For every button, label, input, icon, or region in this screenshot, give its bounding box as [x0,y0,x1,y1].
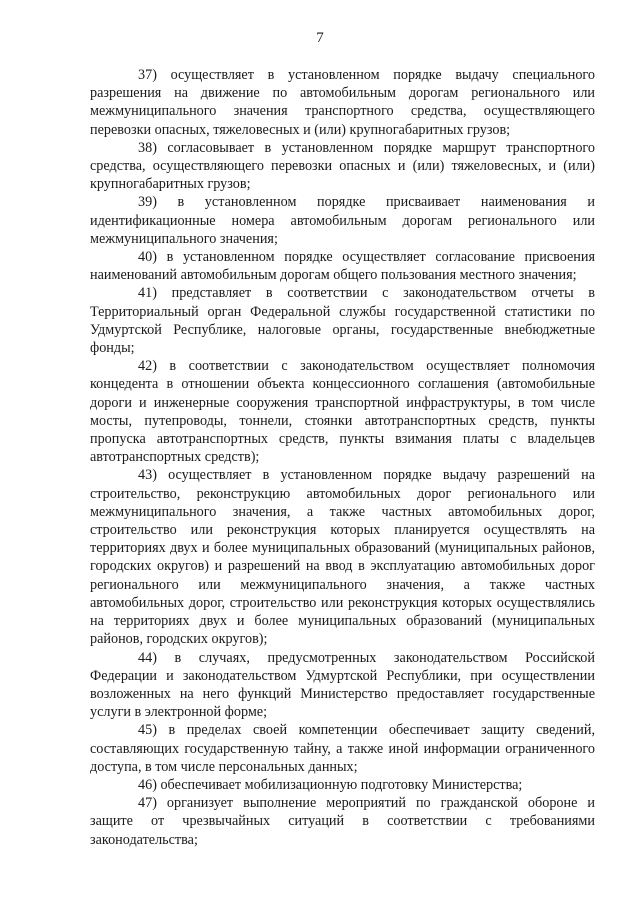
clause-42: 42) в соответствии с законодательством осуществляет полномочия концедента в отношении объекта концессионного соглашения (автомобильные дороги и инженерные сооружения транспортной инфраструктуры, в том числе мосты, путепроводы, тоннели, стоянки автотранспортных средств, пункты пропуска автотранспортных средств, пункты взимания платы с владельцев автотранспортных средств); [90,358,595,466]
clause-44: 44) в случаях, предусмотренных законодательством Российской Федерации и законодательством Удмуртской Республики, при осуществлении возложенных на него функций Министерство предоставляет государственные услуги в электронной форме; [90,649,595,721]
clause-45: 45) в пределах своей компетенции обеспечивает защиту сведений, составляющих государственную тайну, а также иной информации ограниченного доступа, в том числе персональных данных; [90,722,595,775]
clause-38: 38) согласовывает в установленном порядке маршрут транспортного средства, осуществляющего перевозки опасных и (или) тяжеловесных, и (или) крупногабаритных грузов; [90,139,595,193]
page-body [90,66,595,849]
clause-37: 37) осуществляет в установленном порядке выдачу специального разрешения на движение по автомобильным дорогам регионального или межмуниципального значения транспортного средства, осуществляющего перевозки опасных, тяжеловесных и (или) крупногабаритных грузов; [90,67,595,138]
clause-41: 41) представляет в соответствии с законодательством отчеты в Территориальный орган Федеральной службы государственной статистики по Удмуртской Республике, налоговые органы, государственные внебюджетные фонды; [90,285,595,357]
clause-43: 43) осуществляет в установленном порядке выдачу разрешений на строительство, реконструкцию автомобильных дорог регионального или межмуниципального значения, а также частных автомобильных дорог, строительство или реконструкция которых планируется осуществлять на территориях двух и более муниципальных образований (муниципальных районов, городских округов) и разрешений на ввод в эксплуатацию автомобильных дорог регионального или межмуниципального значения, а также частных автомобильных дорог, строительство или реконструкция которых осуществлялись на территориях двух и более муниципальных образований (муниципальных районов, городских округов); [90,467,595,648]
page-number: 7 [316,30,324,46]
clause-46: 46) обеспечивает мобилизационную подготовку Министерства; [138,776,523,793]
clause-40: 40) в установленном порядке осуществляет согласование присвоения наименований автомобильным дорогам общего пользования местного значения; [90,249,595,284]
clause-39: 39) в установленном порядке присваивает наименования и идентификационные номера автомобильным дорогам регионального или межмуниципального значения; [90,194,595,247]
clause-47: 47) организует выполнение мероприятий по гражданской обороне и защите от чрезвычайных ситуаций в соответствии с требованиями законодательства; [90,795,595,848]
